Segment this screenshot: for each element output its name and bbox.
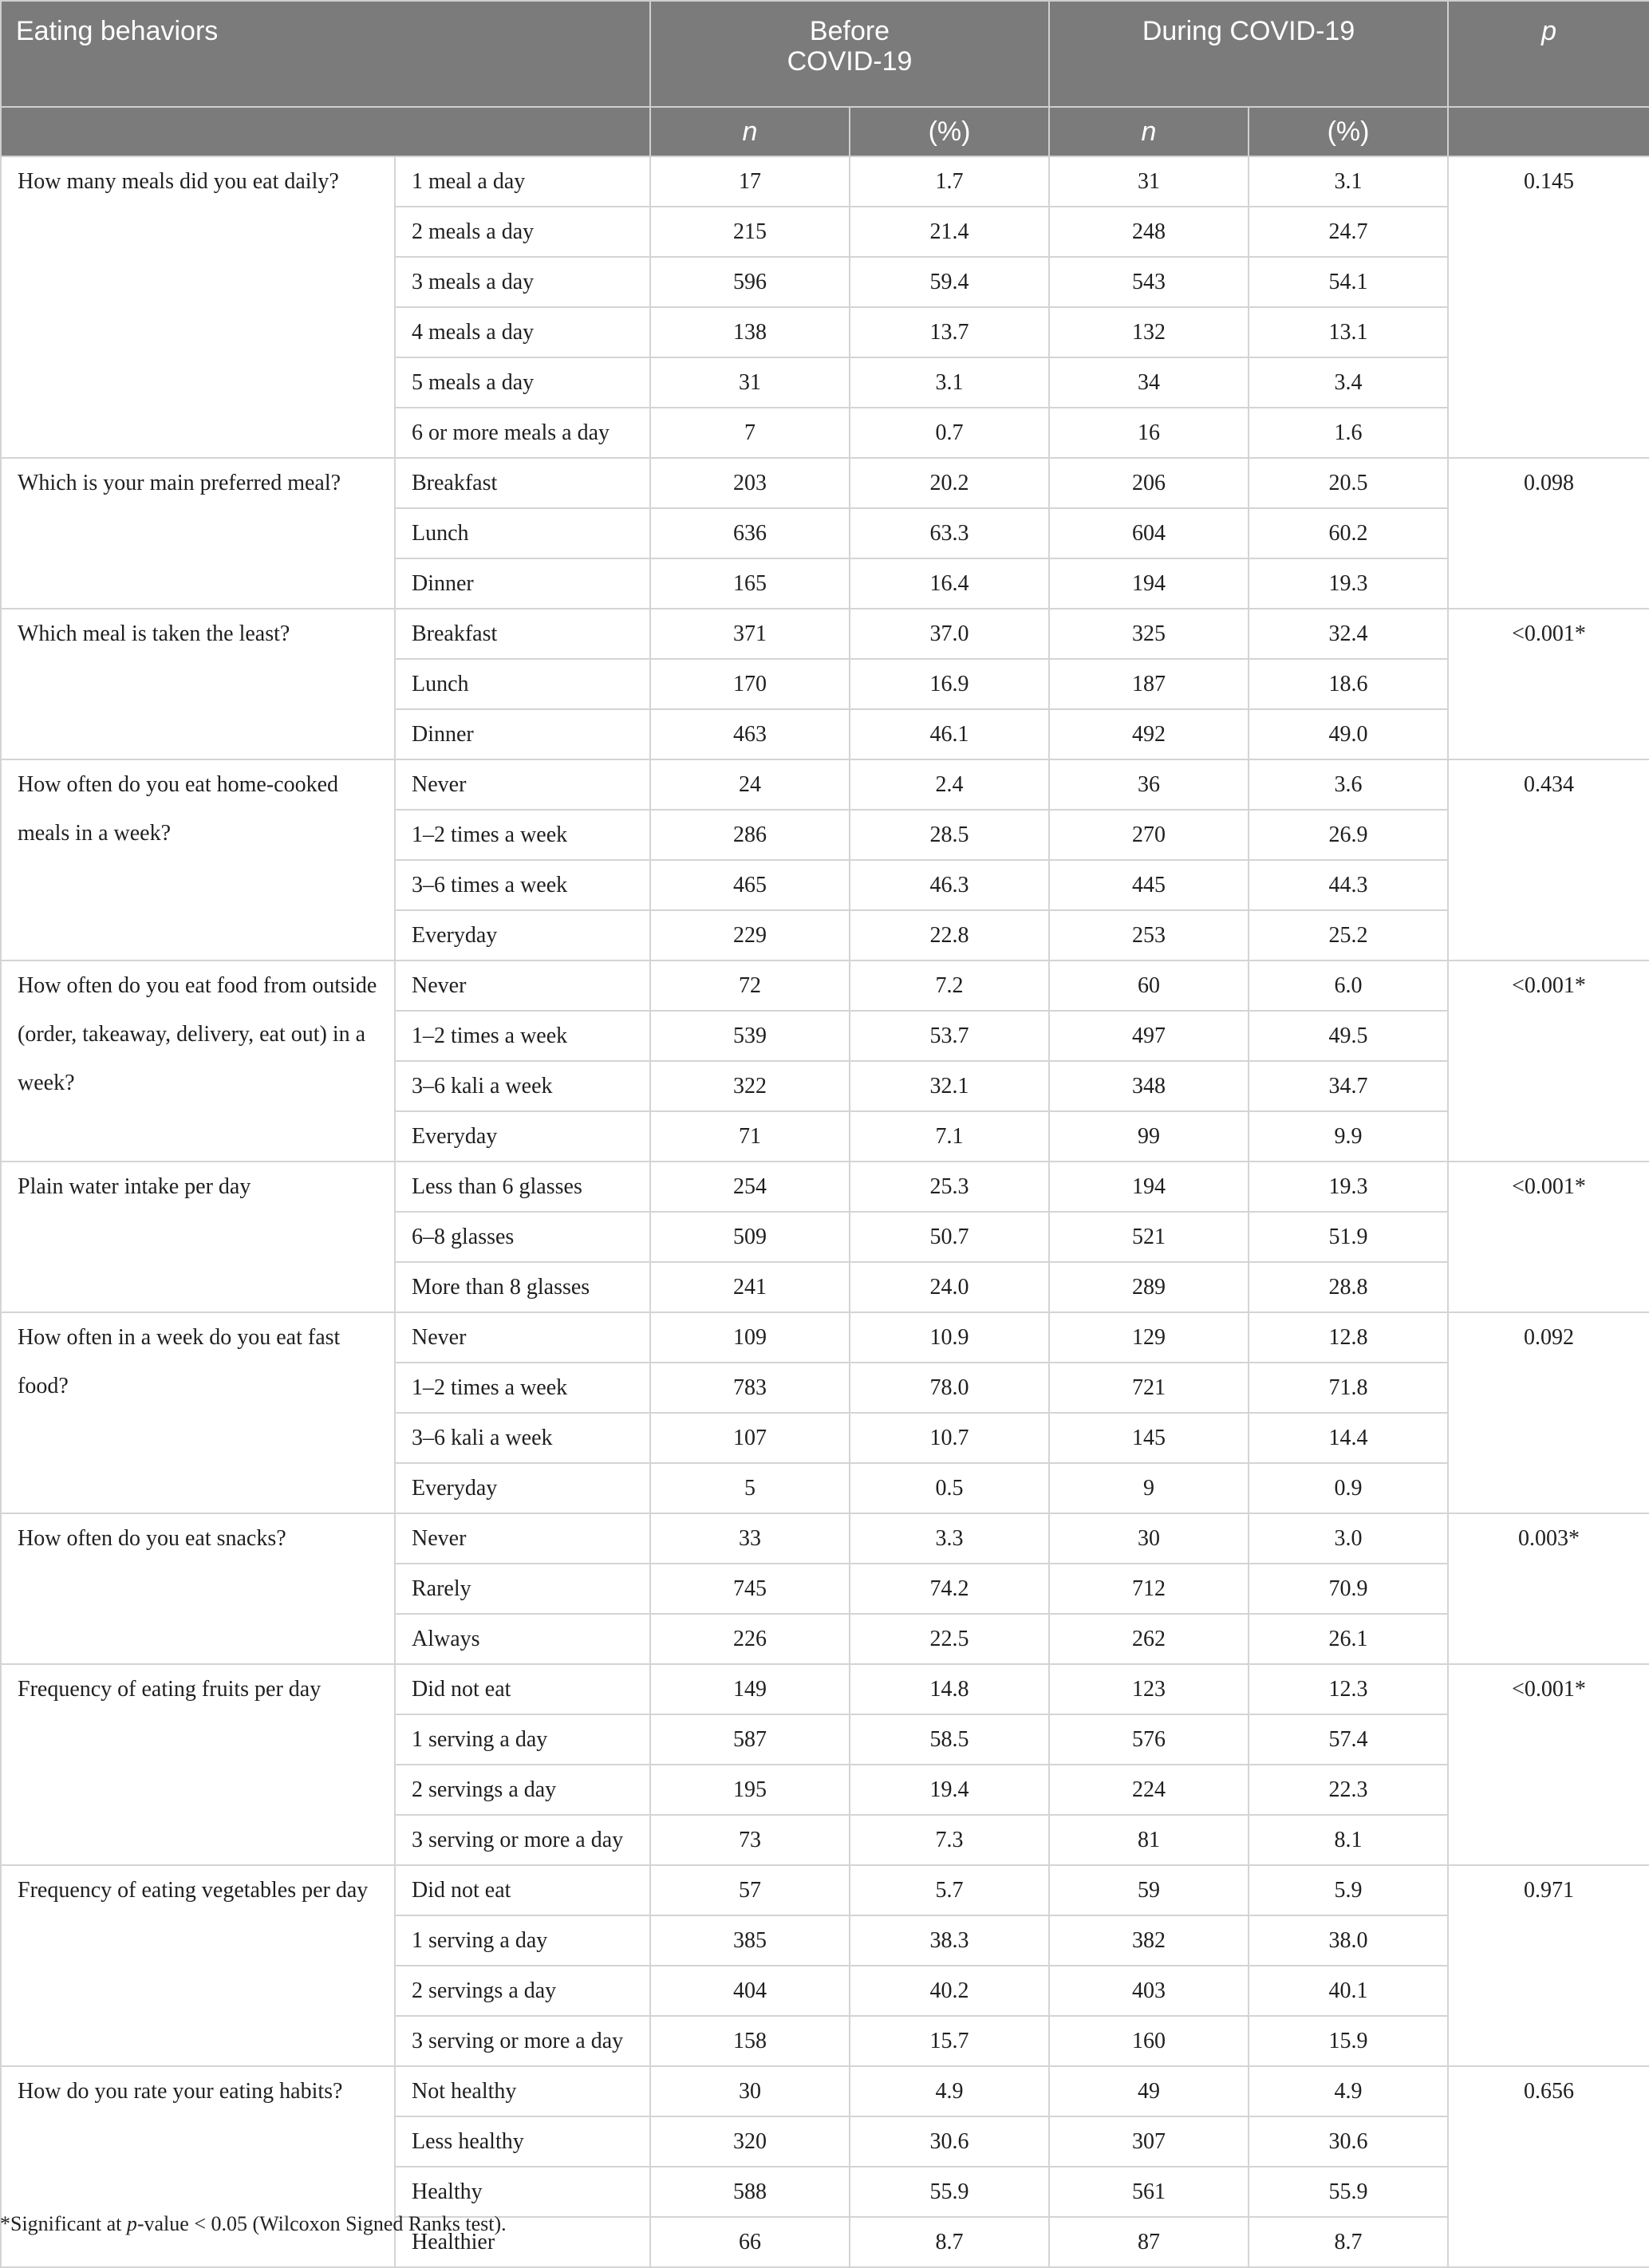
pct-during-cell: 26.1 [1249, 1614, 1448, 1664]
n-during-cell: 289 [1049, 1262, 1249, 1312]
option-cell: 1–2 times a week [395, 1011, 650, 1061]
pct-before-cell: 10.7 [850, 1413, 1049, 1463]
n-before-cell: 241 [650, 1262, 850, 1312]
pct-before-cell: 78.0 [850, 1363, 1049, 1413]
pct-before-cell: 3.1 [850, 357, 1049, 408]
pct-during-cell: 57.4 [1249, 1714, 1448, 1765]
option-cell: 6–8 glasses [395, 1212, 650, 1262]
pct-before-cell: 10.9 [850, 1312, 1049, 1363]
p-value-cell: <0.001* [1448, 609, 1649, 759]
pct-before-cell: 21.4 [850, 207, 1049, 257]
pct-before-cell: 53.7 [850, 1011, 1049, 1061]
n-during-cell: 59 [1049, 1865, 1249, 1915]
p-value-cell: <0.001* [1448, 1664, 1649, 1865]
n-before-cell: 404 [650, 1966, 850, 2016]
question-cell: Which is your main preferred meal? [1, 458, 395, 609]
header-p-spacer [1448, 107, 1649, 156]
table-row [1, 1664, 1649, 1714]
pct-before-cell: 40.2 [850, 1966, 1049, 2016]
pct-before-cell: 7.3 [850, 1815, 1049, 1865]
n-before-cell: 203 [650, 458, 850, 508]
pct-during-cell: 13.1 [1249, 307, 1448, 357]
table-row [1, 960, 1649, 1011]
pct-before-cell: 38.3 [850, 1915, 1049, 1966]
pct-during-cell: 1.6 [1249, 408, 1448, 458]
n-before-cell: 165 [650, 558, 850, 609]
option-cell: Breakfast [395, 458, 650, 508]
pct-during-cell: 12.8 [1249, 1312, 1448, 1363]
pct-during-cell: 71.8 [1249, 1363, 1448, 1413]
p-value-cell: 0.971 [1448, 1865, 1649, 2066]
header-before-covid [650, 1, 1049, 107]
option-cell: 1–2 times a week [395, 1363, 650, 1413]
pct-during-cell: 25.2 [1249, 910, 1448, 960]
n-during-cell: 99 [1049, 1111, 1249, 1162]
pct-during-cell: 49.5 [1249, 1011, 1448, 1061]
pct-during-cell: 19.3 [1249, 558, 1448, 609]
n-during-cell: 492 [1049, 709, 1249, 759]
pct-before-cell: 37.0 [850, 609, 1049, 659]
option-cell: Dinner [395, 709, 650, 759]
option-cell: 1 meal a day [395, 156, 650, 207]
n-before-cell: 170 [650, 659, 850, 709]
pct-during-cell: 34.7 [1249, 1061, 1448, 1111]
pct-before-cell: 25.3 [850, 1162, 1049, 1212]
question-cell: Plain water intake per day [1, 1162, 395, 1312]
pct-during-cell: 3.1 [1249, 156, 1448, 207]
n-during-cell: 60 [1049, 960, 1249, 1011]
pct-before-cell: 1.7 [850, 156, 1049, 207]
n-before-cell: 66 [650, 2217, 850, 2267]
n-before-cell: 322 [650, 1061, 850, 1111]
question-cell: How often in a week do you eat fast food? [1, 1312, 395, 1513]
option-cell: 3–6 kali a week [395, 1413, 650, 1463]
pct-before-cell: 0.7 [850, 408, 1049, 458]
n-during-cell: 576 [1049, 1714, 1249, 1765]
pct-before-cell: 20.2 [850, 458, 1049, 508]
option-cell: Dinner [395, 558, 650, 609]
pct-during-cell: 20.5 [1249, 458, 1448, 508]
header-n-before-text: n [742, 116, 758, 147]
n-during-cell: 81 [1049, 1815, 1249, 1865]
n-during-cell: 262 [1049, 1614, 1249, 1664]
option-cell: 2 servings a day [395, 1966, 650, 2016]
n-before-cell: 215 [650, 207, 850, 257]
table-body [1, 156, 1649, 2267]
n-before-cell: 107 [650, 1413, 850, 1463]
n-during-cell: 382 [1049, 1915, 1249, 1966]
n-during-cell: 132 [1049, 307, 1249, 357]
n-before-cell: 17 [650, 156, 850, 207]
n-before-cell: 226 [650, 1614, 850, 1664]
n-before-cell: 71 [650, 1111, 850, 1162]
n-during-cell: 160 [1049, 2016, 1249, 2066]
n-before-cell: 539 [650, 1011, 850, 1061]
pct-during-cell: 49.0 [1249, 709, 1448, 759]
header-p-text: p [1541, 16, 1556, 46]
option-cell: More than 8 glasses [395, 1262, 650, 1312]
pct-during-cell: 3.0 [1249, 1513, 1448, 1564]
n-before-cell: 745 [650, 1564, 850, 1614]
pct-before-cell: 5.7 [850, 1865, 1049, 1915]
n-during-cell: 561 [1049, 2167, 1249, 2217]
pct-during-cell: 5.9 [1249, 1865, 1448, 1915]
n-before-cell: 385 [650, 1915, 850, 1966]
p-value-cell: 0.003* [1448, 1513, 1649, 1664]
pct-during-cell: 3.6 [1249, 759, 1448, 810]
footnote-prefix: *Significant at [0, 2212, 127, 2235]
option-cell: Did not eat [395, 1664, 650, 1714]
pct-during-cell: 12.3 [1249, 1664, 1448, 1714]
pct-before-cell: 22.5 [850, 1614, 1049, 1664]
header-before-line2: COVID-19 [787, 46, 913, 77]
pct-before-cell: 16.9 [850, 659, 1049, 709]
n-before-cell: 229 [650, 910, 850, 960]
footnote-p: p [126, 2212, 137, 2235]
n-before-cell: 158 [650, 2016, 850, 2066]
pct-before-cell: 13.7 [850, 307, 1049, 357]
header-during-covid: During COVID-19 [1049, 1, 1448, 107]
n-before-cell: 465 [650, 860, 850, 910]
pct-before-cell: 46.3 [850, 860, 1049, 910]
pct-during-cell: 14.4 [1249, 1413, 1448, 1463]
pct-during-cell: 28.8 [1249, 1262, 1448, 1312]
pct-during-cell: 70.9 [1249, 1564, 1448, 1614]
pct-during-cell: 15.9 [1249, 2016, 1448, 2066]
n-before-cell: 254 [650, 1162, 850, 1212]
option-cell: Breakfast [395, 609, 650, 659]
pct-before-cell: 2.4 [850, 759, 1049, 810]
n-during-cell: 604 [1049, 508, 1249, 558]
option-cell: Never [395, 759, 650, 810]
pct-before-cell: 7.2 [850, 960, 1049, 1011]
pct-during-cell: 9.9 [1249, 1111, 1448, 1162]
n-before-cell: 24 [650, 759, 850, 810]
pct-before-cell: 59.4 [850, 257, 1049, 307]
pct-during-cell: 8.1 [1249, 1815, 1448, 1865]
p-value-cell: 0.145 [1448, 156, 1649, 458]
p-value-cell: 0.092 [1448, 1312, 1649, 1513]
n-during-cell: 9 [1049, 1463, 1249, 1513]
pct-during-cell: 4.9 [1249, 2066, 1448, 2116]
n-before-cell: 587 [650, 1714, 850, 1765]
n-before-cell: 72 [650, 960, 850, 1011]
n-during-cell: 129 [1049, 1312, 1249, 1363]
n-during-cell: 521 [1049, 1212, 1249, 1262]
option-cell: 3 serving or more a day [395, 2016, 650, 2066]
n-before-cell: 783 [650, 1363, 850, 1413]
option-cell: Healthy [395, 2167, 650, 2217]
n-before-cell: 57 [650, 1865, 850, 1915]
pct-before-cell: 15.7 [850, 2016, 1049, 2066]
n-during-cell: 445 [1049, 860, 1249, 910]
question-cell: How do you rate your eating habits? [1, 2066, 395, 2267]
p-value-cell: 0.098 [1448, 458, 1649, 609]
option-cell: Did not eat [395, 1865, 650, 1915]
pct-during-cell: 44.3 [1249, 860, 1448, 910]
option-cell: Healthier [395, 2217, 650, 2267]
option-cell: 3–6 times a week [395, 860, 650, 910]
table-row [1, 759, 1649, 810]
pct-during-cell: 8.7 [1249, 2217, 1448, 2267]
header-subrow-spacer [1, 107, 650, 156]
option-cell: 1 serving a day [395, 1915, 650, 1966]
pct-during-cell: 22.3 [1249, 1765, 1448, 1815]
pct-before-cell: 0.5 [850, 1463, 1049, 1513]
n-during-cell: 253 [1049, 910, 1249, 960]
pct-before-cell: 32.1 [850, 1061, 1049, 1111]
question-cell: How often do you eat food from outside (order, takeaway, delivery, eat out) in a week? [1, 960, 395, 1162]
option-cell: 5 meals a day [395, 357, 650, 408]
option-cell: Not healthy [395, 2066, 650, 2116]
pct-during-cell: 3.4 [1249, 357, 1448, 408]
table-row [1, 458, 1649, 508]
header-before-line1: Before [809, 16, 890, 46]
option-cell: 3 serving or more a day [395, 1815, 650, 1865]
option-cell: 3–6 kali a week [395, 1061, 650, 1111]
n-before-cell: 463 [650, 709, 850, 759]
option-cell: Lunch [395, 659, 650, 709]
n-during-cell: 224 [1049, 1765, 1249, 1815]
n-during-cell: 187 [1049, 659, 1249, 709]
option-cell: Never [395, 1513, 650, 1564]
pct-during-cell: 19.3 [1249, 1162, 1448, 1212]
pct-before-cell: 46.1 [850, 709, 1049, 759]
n-before-cell: 33 [650, 1513, 850, 1564]
pct-before-cell: 22.8 [850, 910, 1049, 960]
pct-before-cell: 24.0 [850, 1262, 1049, 1312]
pct-before-cell: 30.6 [850, 2116, 1049, 2167]
n-during-cell: 194 [1049, 558, 1249, 609]
n-before-cell: 195 [650, 1765, 850, 1815]
n-during-cell: 87 [1049, 2217, 1249, 2267]
n-during-cell: 16 [1049, 408, 1249, 458]
pct-before-cell: 8.7 [850, 2217, 1049, 2267]
header-eating-behaviors: Eating behaviors [1, 1, 650, 107]
option-cell: Everyday [395, 1463, 650, 1513]
pct-before-cell: 55.9 [850, 2167, 1049, 2217]
option-cell: 4 meals a day [395, 307, 650, 357]
table-row [1, 609, 1649, 659]
n-during-cell: 194 [1049, 1162, 1249, 1212]
table-header [1, 1, 1649, 156]
option-cell: Rarely [395, 1564, 650, 1614]
option-cell: Less than 6 glasses [395, 1162, 650, 1212]
question-cell: How often do you eat snacks? [1, 1513, 395, 1664]
p-value-cell: 0.434 [1448, 759, 1649, 960]
n-during-cell: 30 [1049, 1513, 1249, 1564]
n-during-cell: 497 [1049, 1011, 1249, 1061]
question-cell: How often do you eat home-cooked meals in a week? [1, 759, 395, 960]
question-cell: Frequency of eating vegetables per day [1, 1865, 395, 2066]
header-n-during [1049, 107, 1249, 156]
n-before-cell: 596 [650, 257, 850, 307]
pct-during-cell: 24.7 [1249, 207, 1448, 257]
pct-before-cell: 50.7 [850, 1212, 1049, 1262]
n-during-cell: 270 [1049, 810, 1249, 860]
footnote-suffix: -value < 0.05 (Wilcoxon Signed Ranks test). [136, 2212, 507, 2235]
pct-during-cell: 18.6 [1249, 659, 1448, 709]
header-n-during-text: n [1141, 116, 1157, 147]
question-cell: How many meals did you eat daily? [1, 156, 395, 458]
n-before-cell: 286 [650, 810, 850, 860]
option-cell: Lunch [395, 508, 650, 558]
pct-during-cell: 51.9 [1249, 1212, 1448, 1262]
option-cell: 6 or more meals a day [395, 408, 650, 458]
n-during-cell: 307 [1049, 2116, 1249, 2167]
option-cell: 3 meals a day [395, 257, 650, 307]
pct-before-cell: 19.4 [850, 1765, 1049, 1815]
table-row [1, 1162, 1649, 1212]
pct-during-cell: 0.9 [1249, 1463, 1448, 1513]
option-cell: 2 meals a day [395, 207, 650, 257]
pct-before-cell: 16.4 [850, 558, 1049, 609]
n-during-cell: 31 [1049, 156, 1249, 207]
pct-during-cell: 54.1 [1249, 257, 1448, 307]
n-before-cell: 636 [650, 508, 850, 558]
n-during-cell: 543 [1049, 257, 1249, 307]
pct-before-cell: 3.3 [850, 1513, 1049, 1564]
n-before-cell: 509 [650, 1212, 850, 1262]
pct-during-cell: 26.9 [1249, 810, 1448, 860]
n-before-cell: 149 [650, 1664, 850, 1714]
question-cell: Which meal is taken the least? [1, 609, 395, 759]
n-during-cell: 123 [1049, 1664, 1249, 1714]
pct-before-cell: 74.2 [850, 1564, 1049, 1614]
pct-during-cell: 6.0 [1249, 960, 1448, 1011]
p-value-cell: 0.656 [1448, 2066, 1649, 2267]
pct-during-cell: 40.1 [1249, 1966, 1448, 2016]
table-row [1, 156, 1649, 207]
header-n-before [650, 107, 850, 156]
n-during-cell: 49 [1049, 2066, 1249, 2116]
n-during-cell: 721 [1049, 1363, 1249, 1413]
header-pct-before: (%) [850, 107, 1049, 156]
pct-before-cell: 28.5 [850, 810, 1049, 860]
pct-before-cell: 58.5 [850, 1714, 1049, 1765]
n-before-cell: 588 [650, 2167, 850, 2217]
pct-during-cell: 30.6 [1249, 2116, 1448, 2167]
n-during-cell: 206 [1049, 458, 1249, 508]
footnote [0, 2212, 507, 2236]
header-pct-during: (%) [1249, 107, 1448, 156]
n-during-cell: 712 [1049, 1564, 1249, 1614]
n-before-cell: 320 [650, 2116, 850, 2167]
option-cell: Never [395, 1312, 650, 1363]
pct-during-cell: 55.9 [1249, 2167, 1448, 2217]
n-during-cell: 348 [1049, 1061, 1249, 1111]
pct-during-cell: 32.4 [1249, 609, 1448, 659]
n-before-cell: 7 [650, 408, 850, 458]
pct-before-cell: 4.9 [850, 2066, 1049, 2116]
option-cell: Never [395, 960, 650, 1011]
n-during-cell: 36 [1049, 759, 1249, 810]
option-cell: 2 servings a day [395, 1765, 650, 1815]
table-row [1, 1513, 1649, 1564]
n-during-cell: 34 [1049, 357, 1249, 408]
p-value-cell: <0.001* [1448, 1162, 1649, 1312]
pct-during-cell: 38.0 [1249, 1915, 1448, 1966]
n-before-cell: 31 [650, 357, 850, 408]
table-row [1, 1865, 1649, 1915]
option-cell: Everyday [395, 1111, 650, 1162]
pct-during-cell: 60.2 [1249, 508, 1448, 558]
pct-before-cell: 63.3 [850, 508, 1049, 558]
n-before-cell: 109 [650, 1312, 850, 1363]
option-cell: Always [395, 1614, 650, 1664]
pct-before-cell: 7.1 [850, 1111, 1049, 1162]
option-cell: 1 serving a day [395, 1714, 650, 1765]
n-before-cell: 30 [650, 2066, 850, 2116]
n-during-cell: 248 [1049, 207, 1249, 257]
option-cell: Everyday [395, 910, 650, 960]
pct-before-cell: 14.8 [850, 1664, 1049, 1714]
n-during-cell: 403 [1049, 1966, 1249, 2016]
n-before-cell: 73 [650, 1815, 850, 1865]
option-cell: 1–2 times a week [395, 810, 650, 860]
n-before-cell: 371 [650, 609, 850, 659]
header-p [1448, 1, 1649, 107]
n-during-cell: 325 [1049, 609, 1249, 659]
n-during-cell: 145 [1049, 1413, 1249, 1463]
p-value-cell: <0.001* [1448, 960, 1649, 1162]
table-row [1, 1312, 1649, 1363]
option-cell: Less healthy [395, 2116, 650, 2167]
n-before-cell: 5 [650, 1463, 850, 1513]
question-cell: Frequency of eating fruits per day [1, 1664, 395, 1865]
n-before-cell: 138 [650, 307, 850, 357]
table-row [1, 2066, 1649, 2116]
